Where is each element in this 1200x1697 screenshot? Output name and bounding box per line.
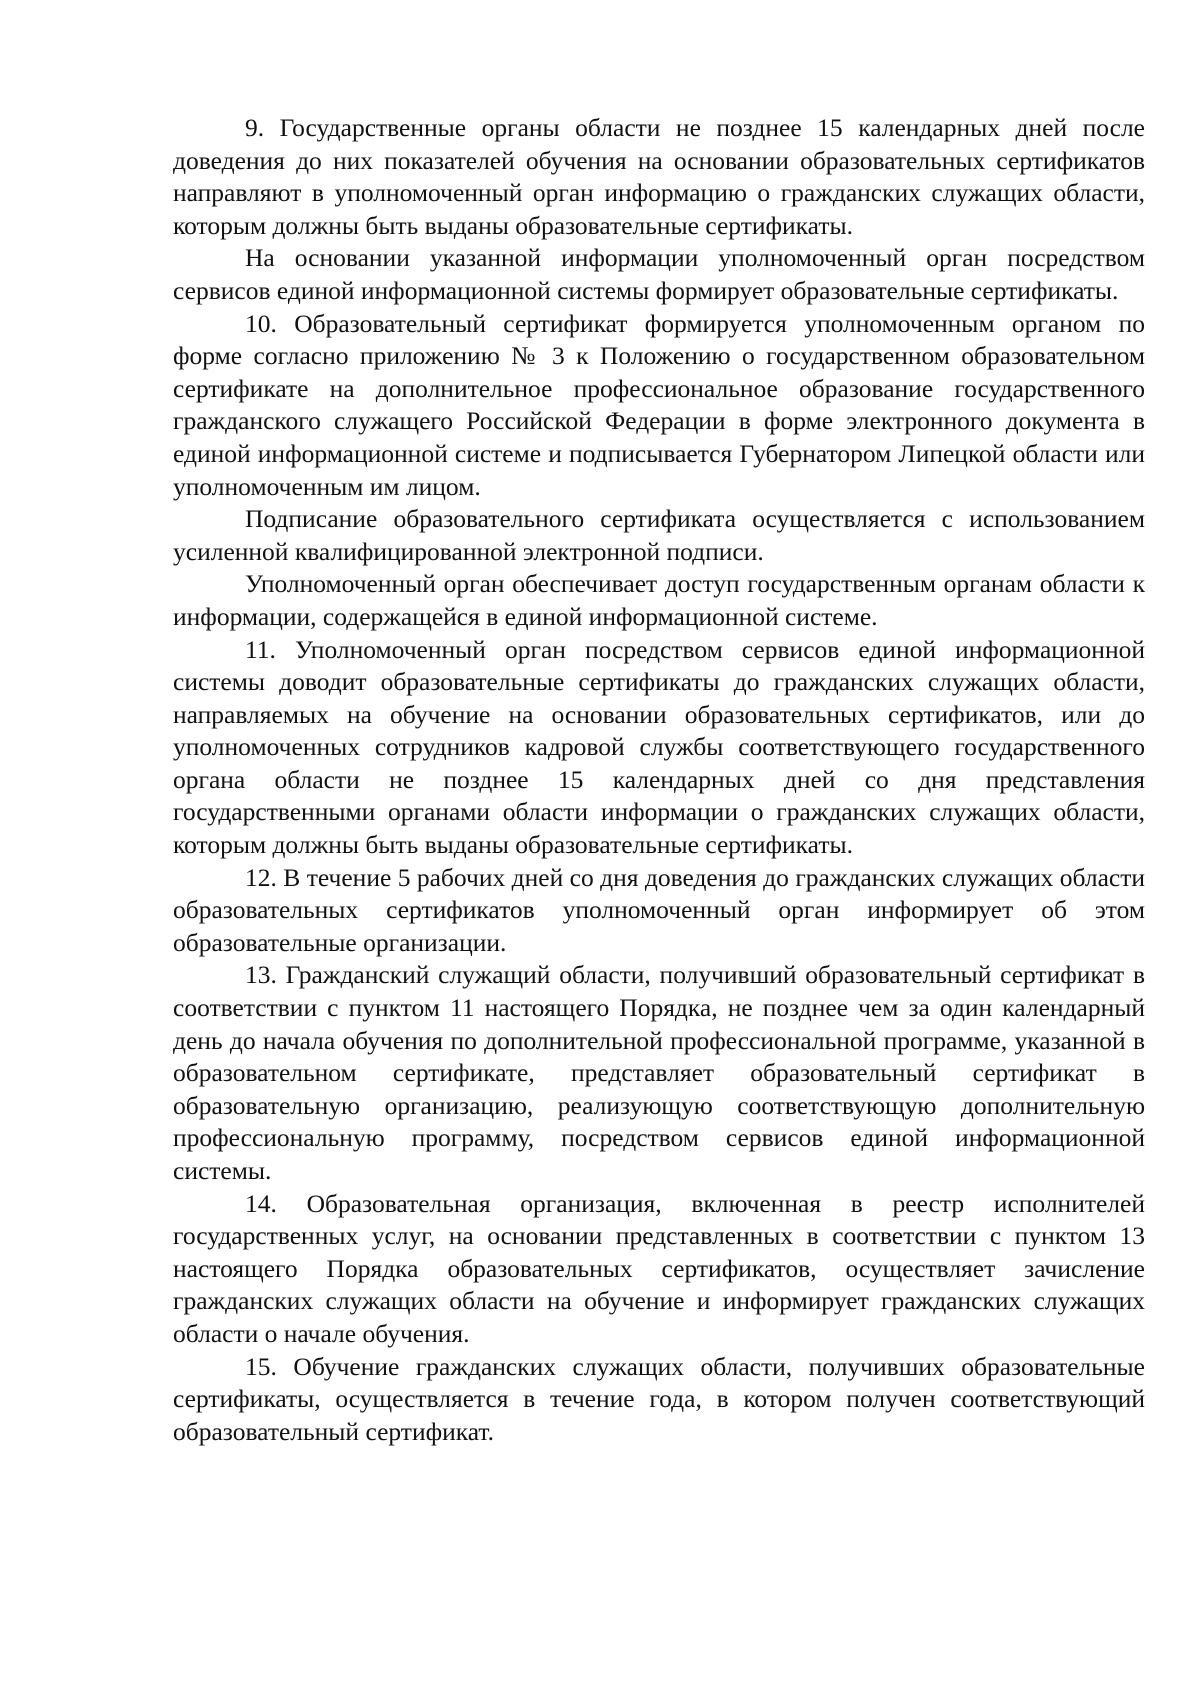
paragraph-10-access: Уполномоченный орган обеспечивает доступ государственным органам области к информации, содержащейся в единой информационной системе.	[173, 569, 1145, 631]
paragraph-14: 14. Образовательная организация, включенная в реестр исполнителей государственных услуг, на основании представленных в соответствии с пунктом 13 настоящего Порядка образовательных сертификатов, осуществляет зачисление гражданских служащих области на обучение и информирует гражданских служащих области о начале обучения.	[173, 1188, 1145, 1348]
paragraph-10-signing: Подписание образовательного сертификата осуществляется с использованием усиленной квалифицированной электронной подписи.	[173, 504, 1145, 566]
paragraph-9: 9. Государственные органы области не позднее 15 календарных дней после доведения до них показателей обучения на основании образовательных сертификатов направляют в уполномоченный орган информацию о гражданских служащих области, которым должны быть выданы образовательные сертификаты.	[173, 113, 1145, 240]
paragraph-11: 11. Уполномоченный орган посредством сервисов единой информационной системы доводит образовательные сертификаты до гражданских служащих области, направляемых на обучение на основании образовательных сертификатов, или до уполномоченных сотрудников кадровой службы соответствующего государственного органа области не позднее 15 календарных дней со дня представления государственными органами области информации о гражданских служащих области, которым должны быть выданы образовательные сертификаты.	[173, 634, 1145, 860]
paragraph-12: 12. В течение 5 рабочих дней со дня доведения до гражданских служащих области образовательных сертификатов уполномоченный орган информирует об этом образовательные организации.	[173, 862, 1145, 957]
paragraph-13: 13. Гражданский служащий области, получивший образовательный сертификат в соответствии с пунктом 11 настоящего Порядка, не позднее чем за один календарный день до начала обучения по дополнительной профессиональной программе, указанной в образовательном сертификате, представляет образовательный сертификат в образовательную организацию, реализующую соответствующую дополнительную профессиональную программу, посредством сервисов единой информационной системы.	[173, 960, 1145, 1185]
paragraph-9-continuation: На основании указанной информации уполномоченный орган посредством сервисов единой информационной системы формирует образовательные сертификаты.	[173, 243, 1145, 305]
paragraph-15: 15. Обучение гражданских служащих области, получивших образовательные сертификаты, осуществляется в течение года, в котором получен соответствующий образовательный сертификат.	[173, 1351, 1145, 1446]
paragraph-10: 10. Образовательный сертификат формируется уполномоченным органом по форме согласно приложению № 3 к Положению о государственном образовательном сертификате на дополнительное профессиональное образование государственного гражданского служащего Российской Федерации в форме электронного документа в единой информационной системе и подписывается Губернатором Липецкой области или уполномоченным им лицом.	[173, 308, 1145, 501]
document-body	[173, 112, 1145, 1448]
